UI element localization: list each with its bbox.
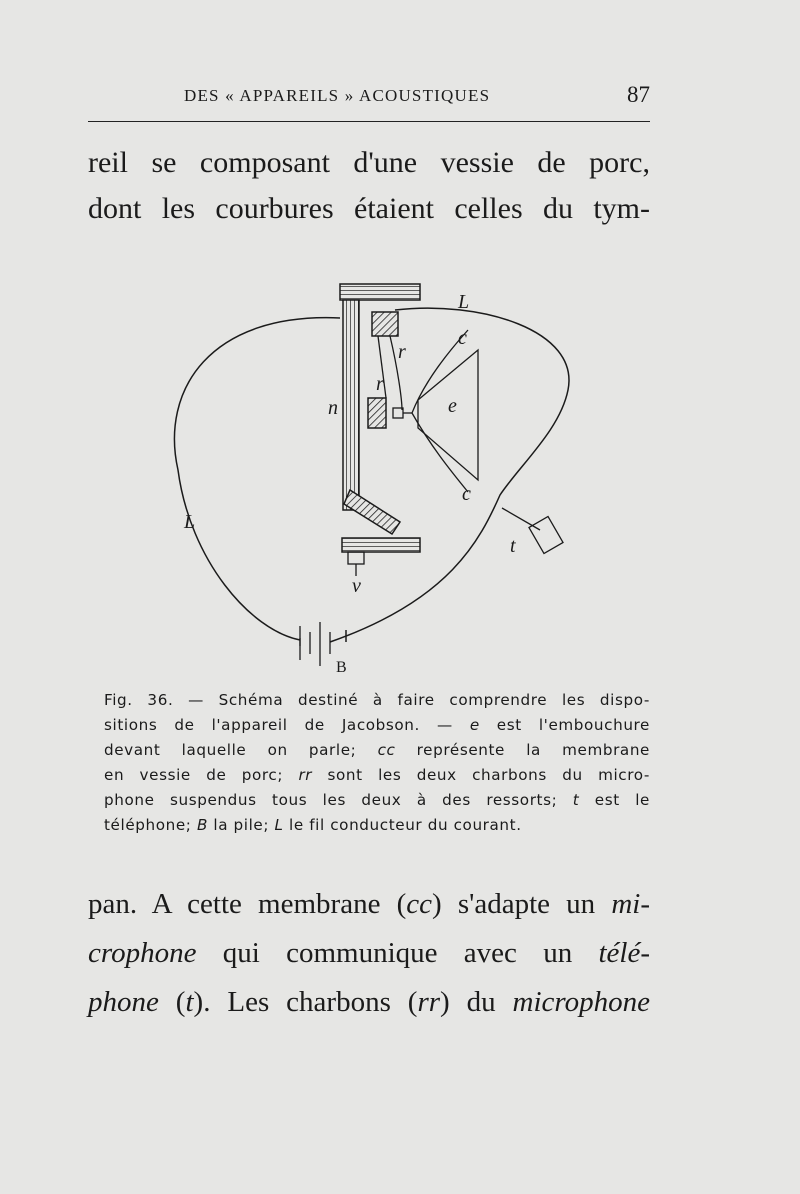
text-line: phone (t). Les charbons (rr) du microphone [88,986,650,1018]
text-line: dont les courbures étaient celles du tym- [88,192,650,225]
membrane-cc [412,330,468,492]
label-L-left: L [184,511,196,533]
carbon-lower [368,398,386,428]
label-v: v [352,575,361,597]
frame-bottom [342,538,420,552]
frame-top [340,284,420,300]
label-r-mid: r [376,373,384,395]
wire-L [174,318,340,640]
figure-caption [88,688,650,838]
label-L-top: L [458,291,470,313]
running-title: DES « APPAREILS » ACOUSTIQUES [184,86,491,105]
label-n: n [328,397,338,419]
telephone-t [529,517,563,554]
page-number: 87 [627,82,650,107]
text-line: reil se composant d'une vessie de porc, [88,146,650,179]
top-paragraph [88,140,650,232]
caption-line: sitions de l'appareil de Jacobson. — e est l'embouchure [104,716,650,734]
figure-number: Fig. 36. [104,691,174,709]
caption-line: Fig. 36. — Schéma destiné à faire comprendre les dispo- [104,691,650,709]
jacobson-apparatus-figure [150,270,600,690]
text-line: crophone qui communique avec un télé- [88,937,650,969]
label-c-top: c [458,327,467,349]
label-t: t [510,535,516,557]
label-r-top: r [398,341,406,363]
label-e: e [448,395,457,417]
label-B: B [336,659,347,676]
frame-vertical [343,300,359,510]
frame-slant [344,490,400,534]
label-c-bottom: c [462,483,471,505]
wire-L-right [330,308,569,642]
text-line: pan. A cette membrane (cc) s'adapte un mi- [88,888,650,920]
caption-line: devant laquelle on parle; cc représente la membrane [104,741,651,759]
caption-line: phone suspendus tous les deux à des ressorts; t est le [104,791,650,809]
caption-line: en vessie de porc; rr sont les deux charbons du micro- [104,766,650,784]
caption-line: téléphone; B la pile; L le fil conducteur du courant. [104,816,522,834]
battery-B [300,622,330,666]
header-rule [88,121,650,122]
bottom-paragraph [88,880,650,1027]
carbon-upper [372,312,398,336]
page-header [88,82,650,112]
